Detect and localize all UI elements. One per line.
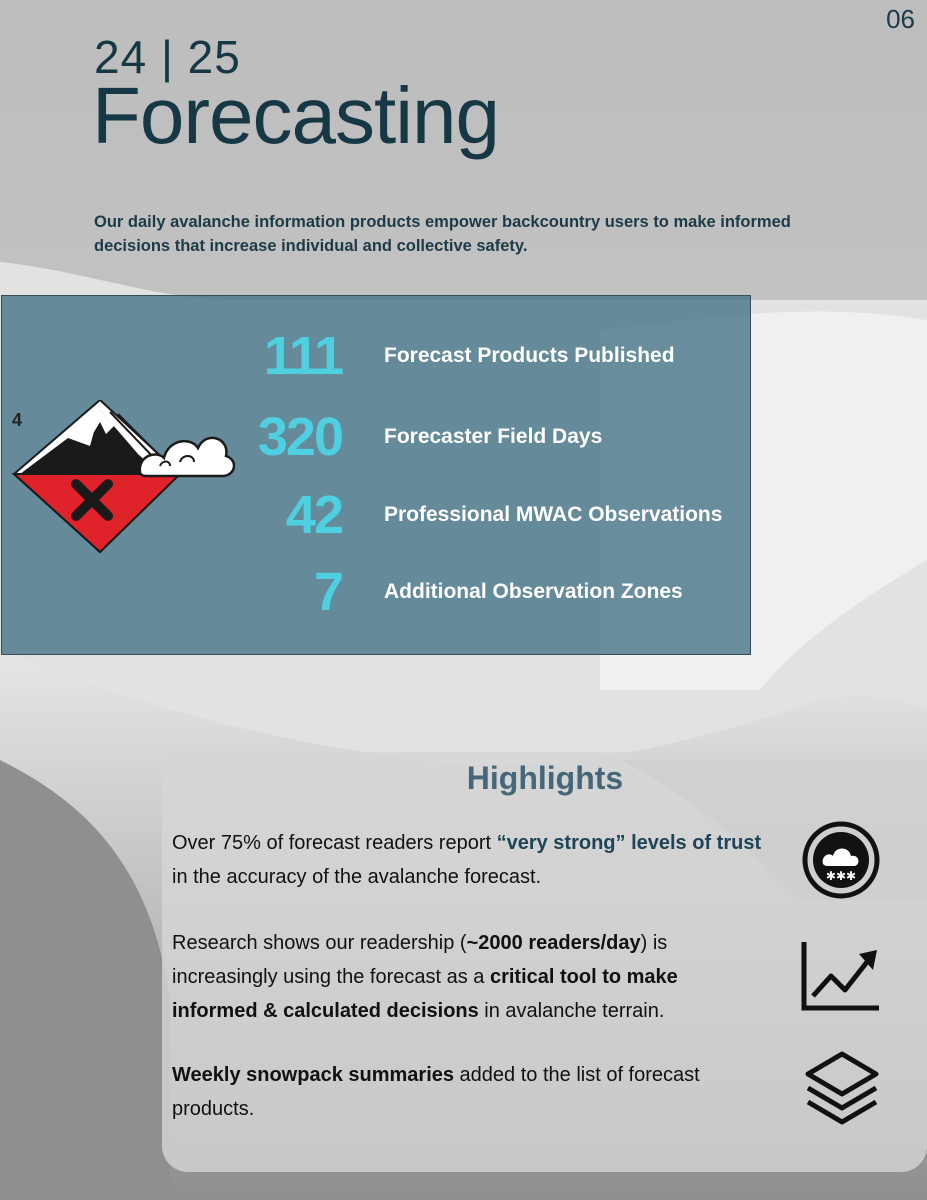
highlight-text: Over 75% of forecast readers report bbox=[172, 832, 497, 854]
highlight-text: ) is increasingly using the forecast as a bbox=[172, 932, 668, 988]
highlight-text: Research shows our readership ( bbox=[172, 932, 467, 954]
stat-value: 111 bbox=[263, 326, 342, 386]
snow-cloud-icon bbox=[801, 820, 881, 900]
highlight-emphasis: “very strong” levels of trust bbox=[496, 832, 762, 854]
stat-row bbox=[2, 562, 752, 622]
stat-value: 320 bbox=[257, 407, 342, 467]
page-number: 06 bbox=[886, 4, 915, 34]
highlight-emphasis: Weekly snowpack summaries bbox=[172, 1064, 454, 1086]
avalanche-danger-high-icon bbox=[10, 400, 235, 560]
stat-label: Additional Observation Zones bbox=[384, 580, 683, 603]
highlight-text: in avalanche terrain. bbox=[478, 1000, 665, 1022]
highlight-trust bbox=[172, 826, 762, 894]
highlight-emphasis: critical tool to make informed & calculated decisions bbox=[172, 966, 678, 1022]
highlight-readership bbox=[172, 926, 762, 1028]
highlights-title: Highlights bbox=[466, 760, 624, 796]
highlight-text: added to the list of forecast products. bbox=[172, 1064, 700, 1120]
danger-level-number: 4 bbox=[12, 410, 23, 430]
stat-label: Forecast Products Published bbox=[384, 344, 675, 367]
season-year: 24 | 25 bbox=[94, 31, 241, 83]
page-title: Forecasting bbox=[92, 71, 499, 160]
highlight-summaries bbox=[172, 1058, 762, 1126]
stat-label: Professional MWAC Observations bbox=[384, 503, 723, 526]
svg-text:✱✱✱: ✱✱✱ bbox=[825, 869, 857, 883]
highlight-text: in the accuracy of the avalanche forecast. bbox=[172, 866, 542, 888]
intro-text: Our daily avalanche information products empower backcountry users to make informed decisions that increase individual and collective safety. bbox=[94, 213, 791, 255]
stat-label: Forecaster Field Days bbox=[384, 425, 603, 448]
highlight-emphasis: ~2000 readers/day bbox=[466, 932, 641, 954]
layers-icon bbox=[804, 1050, 880, 1130]
stat-value: 7 bbox=[313, 562, 342, 622]
stat-value: 42 bbox=[285, 485, 342, 545]
trend-chart-icon bbox=[801, 940, 881, 1012]
stat-row bbox=[2, 326, 752, 386]
